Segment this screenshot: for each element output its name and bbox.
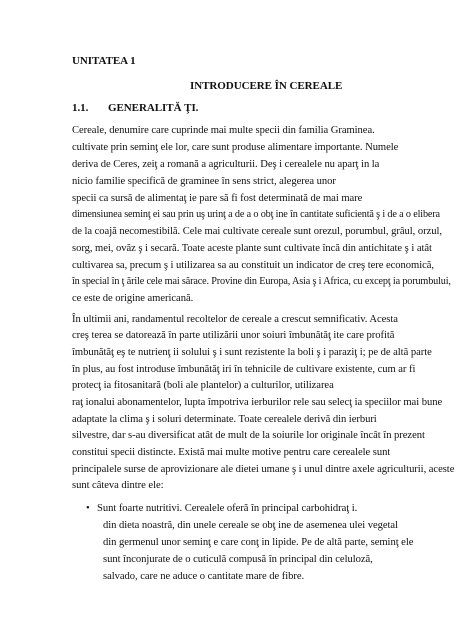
paragraph-line: silvestre, dar s-au diversificat atât de mult de la soiurile lor originale încât în prezent: [72, 430, 425, 441]
paragraph-line: cultivate prin seminţ ele lor, care sunt produse alimentare importante. Numele: [72, 142, 399, 153]
paragraph-line: sunt câteva dintre ele:: [72, 480, 164, 491]
bullet-line: salvado, care ne aduce o cantitate mare de fibre.: [103, 571, 305, 582]
paragraph-line: deriva de Ceres, zeiţ a romană a agriculturii. Deş i cerealele nu aparţ in la: [72, 159, 380, 170]
bullet-icon: •: [86, 503, 90, 514]
paragraph-line: în special în ţ ările cele mai sărace. Provine din Europa, Asia ş i Africa, cu excepţ ia porumbului,: [72, 276, 451, 287]
paragraph-line: protecţ ia fitosanitară (boli ale plantelor) a culturilor, utilizarea: [72, 380, 334, 391]
bullet-line: sunt înconjurate de o cuticulă compusă în principal din celuloză,: [103, 554, 373, 565]
paragraph-line: în plus, au fost introduse îmbunătăţ iri în tehnicile de cultivare existente, cum ar fi: [72, 364, 416, 375]
paragraph-line: nicio familie specifică de graminee în sens strict, alegerea unor: [72, 176, 336, 187]
section-number: 1.1.: [72, 102, 89, 114]
section-title: GENERALITĂ ŢI.: [108, 102, 199, 114]
paragraph-line: principalele surse de aprovizionare ale dietei umane ş i unul dintre axele agriculturii, aceste: [72, 464, 455, 475]
paragraph-line: dimensiunea seminţ ei sau prin uş urinţ a de a o obţ ine în cantitate suficientă ş i de a o elibera: [72, 209, 440, 220]
paragraph-line: cultivarea sa, precum ş i utilizarea sa au constituit un indicator de creş tere economică,: [72, 260, 435, 271]
paragraph-line: sorg, mei, ovăz ş i secară. Toate aceste plante sunt cultivate încă din antichitate ş i atât: [72, 243, 432, 254]
paragraph-line: În ultimii ani, randamentul recoltelor de cereale a crescut semnificativ. Acesta: [72, 314, 398, 325]
paragraph-line: specii ca sursă de alimentaţ ie pare să fi fost determinată de mai mare: [72, 193, 363, 204]
bullet-line: din germenul unor seminţ e care conţ in lipide. Pe de altă parte, seminţ ele: [103, 537, 414, 548]
paragraph-line: ce este de origine americană.: [72, 293, 194, 304]
paragraph-line: constitui specii distincte. Există mai multe motive pentru care cerealele sunt: [72, 447, 391, 458]
paragraph-line: adaptate la clima ş i soluri determinate. Toate cerealele derivă din ierburi: [72, 414, 377, 425]
paragraph-line: de la coajă necomestibilă. Cele mai cultivate cereale sunt orezul, porumbul, grâul, orzul,: [72, 226, 442, 237]
unit-heading: UNITATEA 1: [72, 55, 136, 67]
chapter-title: INTRODUCERE ÎN CEREALE: [190, 80, 343, 92]
paragraph-line: raţ ionalui abonamentelor, lupta împotriva ierburilor rele sau selecţ ia speciilor mai bune: [72, 397, 443, 408]
bullet-line: Sunt foarte nutritivi. Cerealele oferă în principal carbohidraţ i.: [97, 503, 358, 514]
section-heading: [72, 102, 372, 116]
paragraph-line: creş terea se datorează în parte utilizării unor soiuri îmbunătăţ ite care profită: [72, 330, 395, 341]
paragraph-line: Cereale, denumire care cuprinde mai multe specii din familia Graminea.: [72, 125, 375, 136]
paragraph-line: îmbunătăţ eş te nutrienţ ii solului ş i sunt rezistente la boli ş i paraziţ i; pe de altă parte: [72, 347, 432, 358]
bullet-line: din dieta noastră, din unele cereale se obţ ine de asemenea ulei vegetal: [103, 520, 398, 531]
